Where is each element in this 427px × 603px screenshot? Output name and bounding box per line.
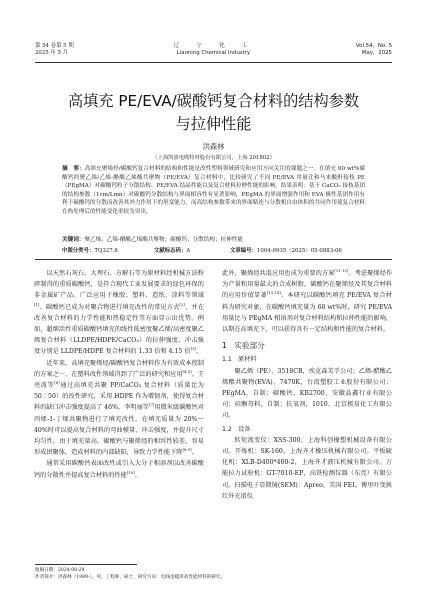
intro-paragraph-1: 以天然石灰石、大理石、方解石等为原材料经机械方法粉碎制得的重质碳酸钙，是符合现代工业发展要求的绿色环保的非金属矿产品。广泛应用于橡胶、塑料、造纸、涂料等领域[1]。碳酸钙已成为对聚合物进行填充改性的常见方式[2]，并在改善复合材料的力学性能和热稳定性等方面显示出优势。例如，超细活性重质碳酸钙填充的线性低密度聚乙烯/高密度聚乙烯复合材料（LLDPE/HDPE/CaCO₃）的拉伸强度、冲击强度分别是 LLDPE/HDPE 复合材料的 1.33 倍和 4.15 倍[3]。 xyxy=(34,270,205,356)
article-title-line-1: 高填充 PE/EVA/碳酸钙复合材料的结构参数 xyxy=(67,92,360,110)
citation: [3] xyxy=(190,346,196,352)
date-cn: 2025 年 5 月 xyxy=(35,50,69,56)
citation: [10] xyxy=(126,469,135,475)
section-heading-experimental: 1 实验部分 xyxy=(222,341,265,351)
abstract-label: 摘 要： xyxy=(62,166,85,172)
footnote xyxy=(35,567,392,581)
article-title-line-2: 与拉伸性能 xyxy=(175,115,252,133)
article-number: 文章编号：1004-0935（2025）05-0883-06 xyxy=(230,248,342,254)
subsection-heading-materials: 1.1 原材料 xyxy=(222,356,257,364)
volume-en: Vol.54，No. 5 xyxy=(355,43,392,49)
author-name: 洪森林 xyxy=(202,142,225,151)
keywords-text: 聚乙烯；乙烯-醋酸乙烯酯共聚物；碳酸钙；分散结构；拉伸性能 xyxy=(84,237,243,243)
subsection-heading-equipment: 1.2 设备 xyxy=(222,425,251,433)
classification-line xyxy=(62,247,365,256)
abstract-rule xyxy=(35,259,392,260)
intro-paragraph-3: 通常采用碳酸钙表面改性或引入大分子相溶剂以改善碳酸钙的分散性并提高复合材料的性能[10]。 xyxy=(34,460,204,479)
keywords xyxy=(62,236,365,245)
running-header xyxy=(35,43,392,63)
citation: [6] xyxy=(54,379,60,385)
citation: [4-5] xyxy=(182,368,192,374)
footnote-rule xyxy=(35,564,137,565)
citation: [1] xyxy=(34,301,40,307)
document-code: 文献标志码：A xyxy=(154,248,191,254)
equipment-paragraph: 转矩流变仪：XSS-300，上海科创橡塑机械设备有限公司。开炼机：SK-160，上海齐才橡压机械有限公司。平板硫化机：XLB-D400*400-2，上海齐才液压机械有限公司。万能拉力试验机：GT-7010-EP，高铁检测仪器（东莞）有限公司。扫描电子显微镜(SEM)：Apreo，美国 FEI。傅里叶变换红外光谱仪 xyxy=(222,436,392,500)
header-rule xyxy=(35,62,392,63)
journal-name xyxy=(35,43,392,57)
date-en: May，2025 xyxy=(361,50,392,56)
received-date: 收稿日期：2024-08-29 xyxy=(35,568,85,573)
author-bio: 作者简介：洪森林（1989-），男，工程师，硕士，研究方向：电线电缆用高性能材料的研究。 xyxy=(35,575,226,580)
keywords-label: 关键词： xyxy=(62,237,85,243)
journal-name-cn: 辽 宁 化 工 xyxy=(173,43,254,49)
volume-cn: 第 54 卷第 5 期 xyxy=(35,43,74,49)
volume-issue-en xyxy=(356,43,392,57)
abstract xyxy=(62,165,365,216)
author-affiliation: （上海凯波电缆特材股份有限公司，上海 201802） xyxy=(152,155,275,161)
intro-paragraph-4: 此外，聚烯烃共混应用也成为重要的方案[11-12]。考虑聚烯烃作为产量和用量最大的合成树脂，碳酸钙在聚烯烃及其复合材料的应用价值显著[13-14]。本研究以碳酸钙填充 PE/EVA 复合材料为研究对象，在碳酸钙填充量为 60 wt%时，研究 PE/EVA 用量比与 PEgMA 相溶剂对复合材料结构和拉伸性能的影响，以期在高填充下，可以获得具有一定结构和性能的复合材料。 xyxy=(222,267,393,334)
citation: [8-9] xyxy=(182,447,192,453)
journal-name-en: Liaoning Chemical Industry xyxy=(176,50,251,56)
right-column xyxy=(222,268,392,502)
materials-paragraph: 聚乙烯（PE），3518CB，埃克森美孚公司；乙烯-醋酸乙烯酯共聚物(EVA)，7470K，台湾塑胶工业股份有限公司；PEgMA，自制；碳酸钙，KB2700，安徽晶鑫行业有限公司；硅酮母料，自制；抗氧剂，1010，北京极易化工有限公司。 xyxy=(222,367,392,420)
clc-number: 中图分类号：TQ327.8 xyxy=(62,248,118,254)
intro-paragraph-2: 近年来，高填充聚烯烃/碳酸钙复合材料作为有效成本控制的方案之一，在塑料改性领域得到了广泛的研究和应用[4-5]。王亮波等[6]通过高填充共聚 PP/CaCO₃ 复合材料（质量比为 50∶50）的改性研究，采用 HDPE 作为增韧剂，使得复合材料的缺口冲击强度提高了 46%，李明丽等[7]用微米级碳酸钙对丙烯-1-丁烯共聚物进行了填充改性，在填充质量为 20%～40%时可以提高复合材料的弯曲模量，冲击强度，并提升尺寸均匀性。由于填充量高，碳酸钙与聚烯烃的相容性较差，容易形成团聚体，造成材料的内部缺陷，导致力学性能下降[8-9]。 xyxy=(34,359,205,457)
abstract-text: 高填充聚烯烃/碳酸钙复合材料的结构和性能是改性塑料领域研究和应用方向关注的课题之一。在填充 60 wt%碳酸钙的聚乙烯/乙烯-醋酸乙烯酯共聚物（PE/EVA）复合材料中，比较研究了不同 PE/EVA 用量比和马来酸酐接枝 PE（PEgMA）对碳酸钙粒子分散结构、PE/EVA 结晶性能以及复合材料拉伸性能的影响。结果表明：基于 CaCO₃ 接枝基团的结构参数（1cm/Lmn）对碳酸钙分散结构与界面相容性有显著影响，PEgMA 的界面增强作用和 EVA 极性基团作用有利于碳酸钙的分散而改善其外力作用下的形变能力，而高结构参数带来的界面粘连与分散相自由体积的共同作用使复合材料在热处理后的性能变化率较为突出。 xyxy=(62,166,365,215)
citation: [11-12] xyxy=(334,267,349,273)
citation: [2] xyxy=(179,301,185,307)
article-title xyxy=(35,90,392,136)
citation: [7] xyxy=(149,402,155,408)
left-column xyxy=(34,268,204,481)
citation: [13-14] xyxy=(266,290,281,296)
